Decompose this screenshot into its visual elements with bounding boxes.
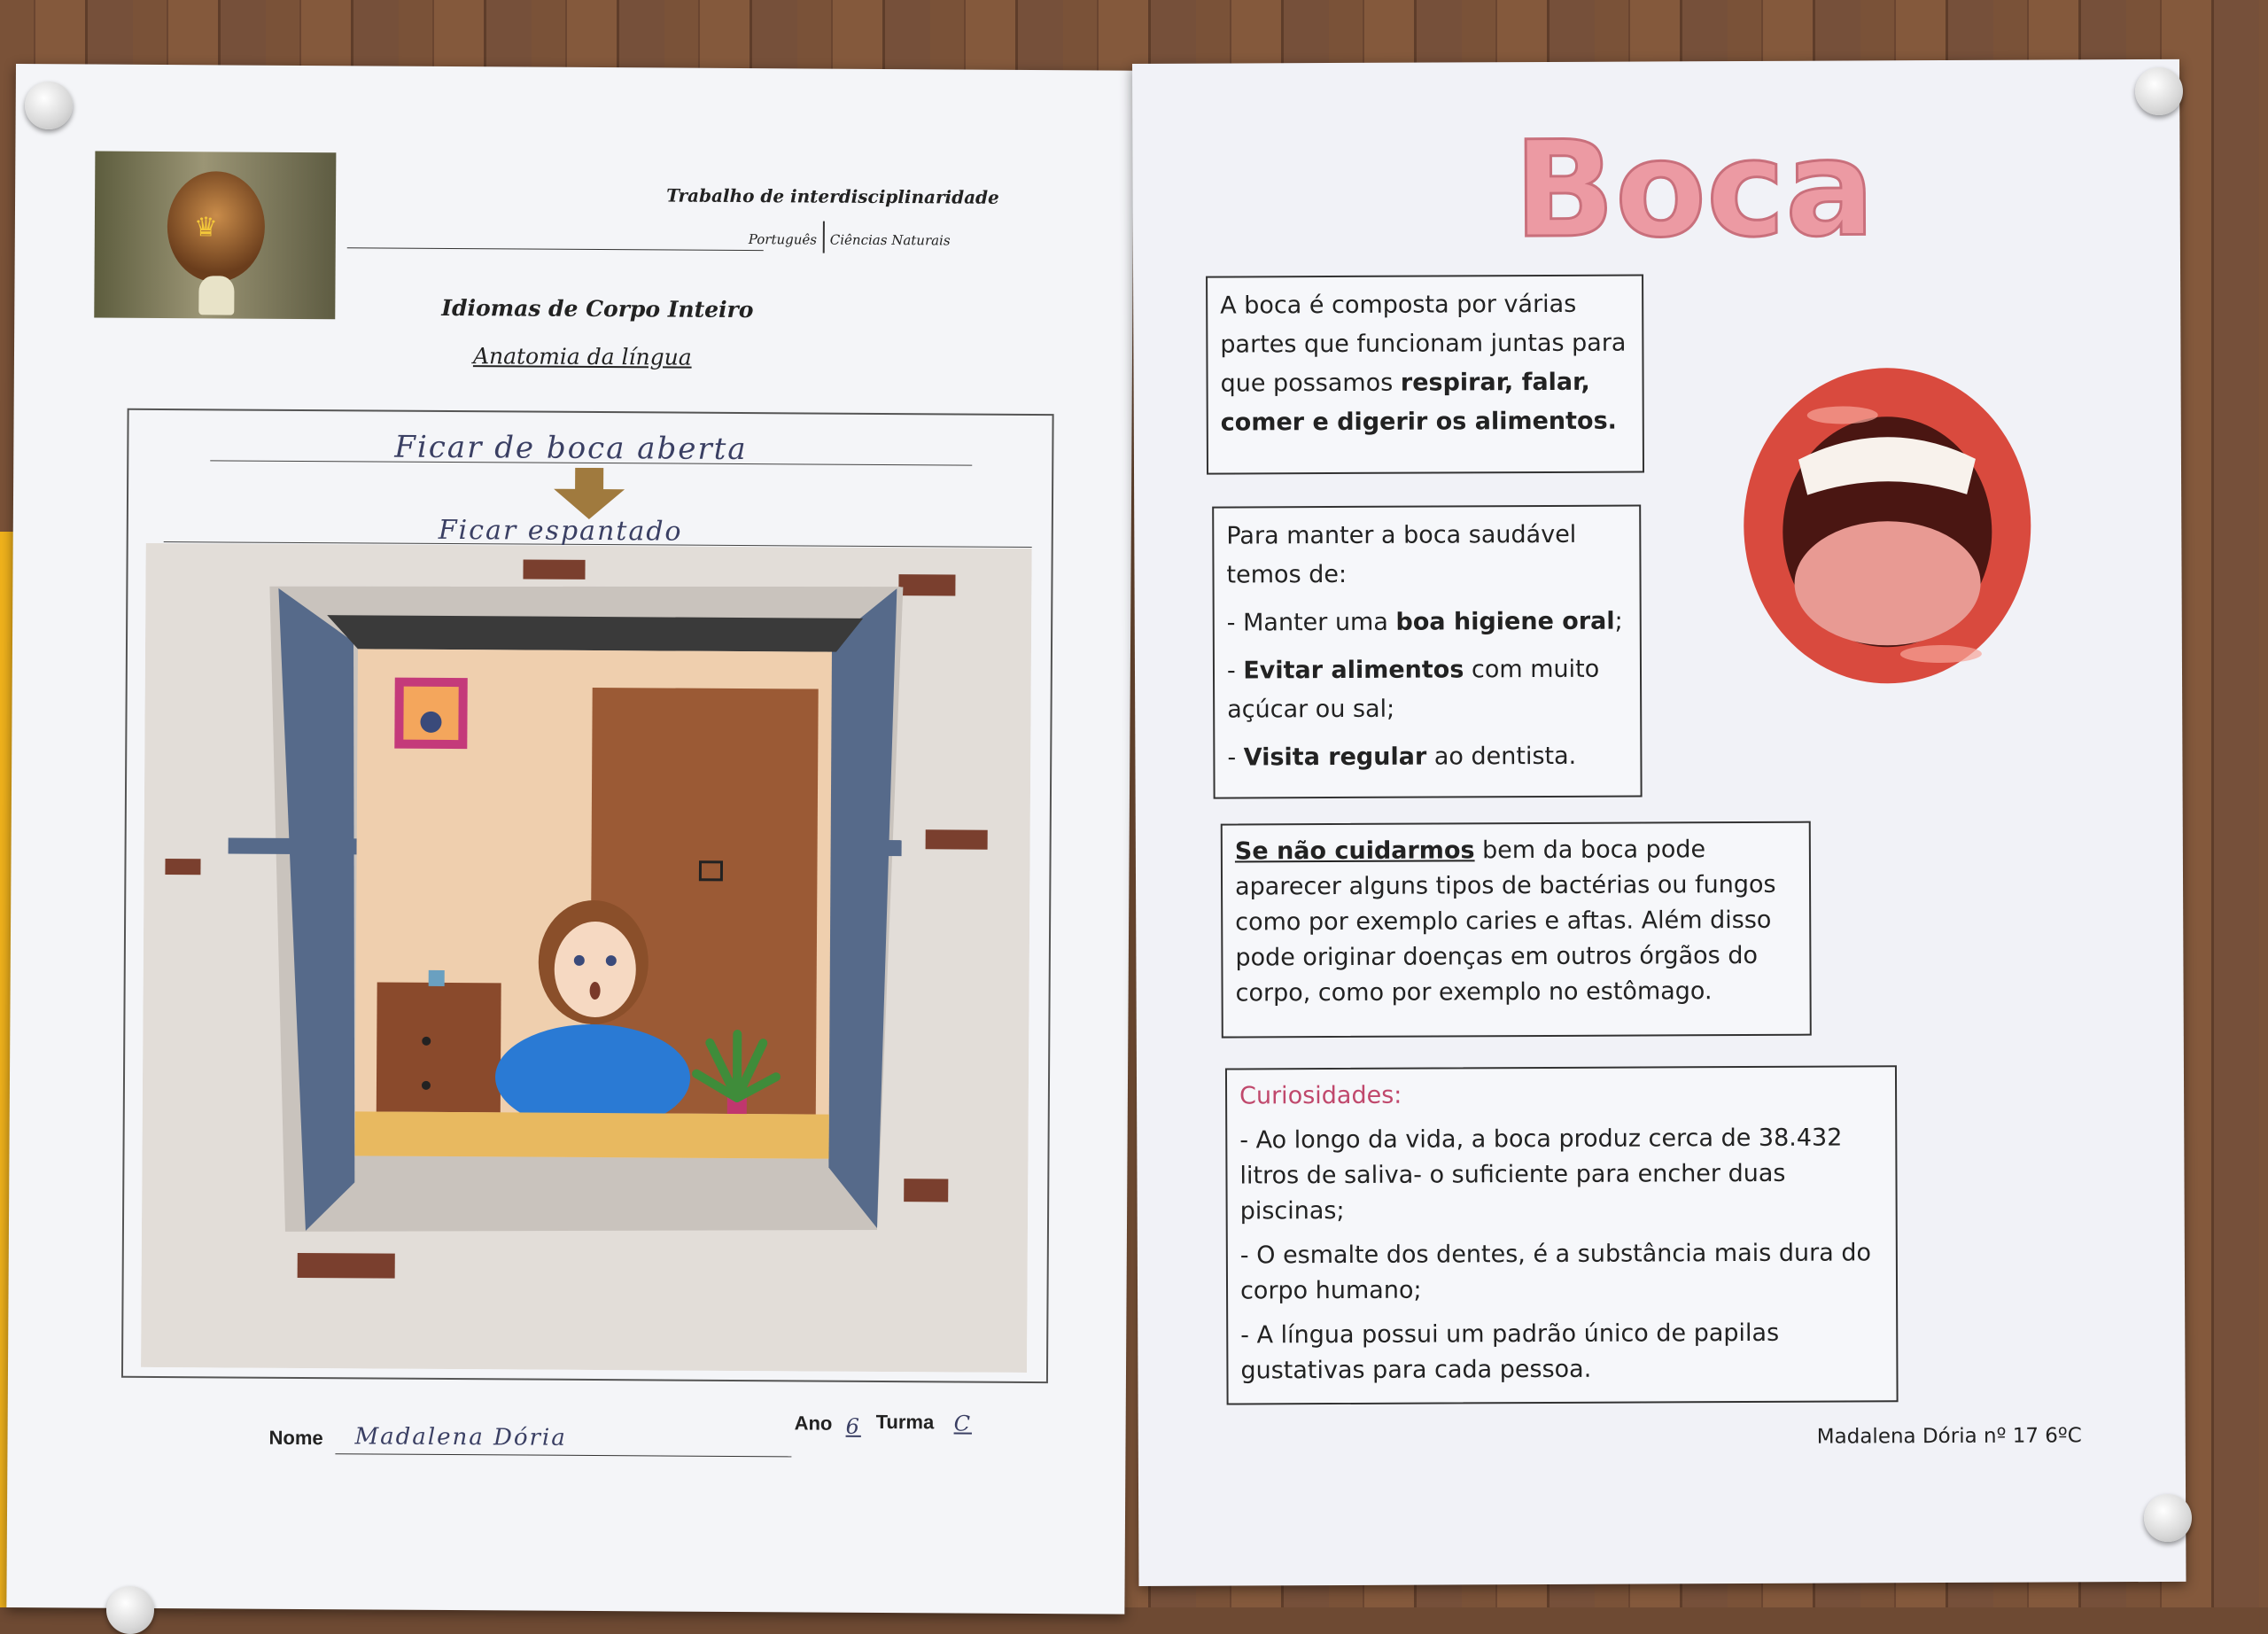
school-logo-image: ♛ xyxy=(94,152,336,320)
health-intro: Para manter a boca saudável temos de: xyxy=(1226,520,1577,589)
expression-handwritten: Ficar de boca aberta xyxy=(394,429,748,468)
pushpin xyxy=(106,1586,154,1634)
intro-bold-text: respirar, falar, comer e digerir os alimentos. xyxy=(1220,368,1617,437)
meaning-handwritten: Ficar espantado xyxy=(438,514,683,548)
worksheet-heading: Idiomas de Corpo Inteiro xyxy=(441,294,754,323)
worksheet-page xyxy=(6,64,1134,1615)
open-mouth-image xyxy=(1736,362,2039,690)
health-box xyxy=(1212,504,1642,798)
pushpin xyxy=(2135,67,2183,115)
girl-at-window-drawing xyxy=(141,543,1032,1373)
intro-box xyxy=(1206,274,1644,474)
worksheet-subheading: Anatomia da língua xyxy=(472,343,692,370)
curiosities-box xyxy=(1225,1065,1899,1404)
drawing-frame xyxy=(121,408,1054,1383)
poster-title: Boca xyxy=(1513,112,1876,268)
project-title: Trabalho de interdisciplinaridade xyxy=(666,184,999,208)
pushpin xyxy=(2144,1494,2192,1542)
name-line xyxy=(335,1453,791,1457)
name-label: Nome xyxy=(268,1426,323,1450)
curiosity-enamel: - O esmalte dos dentes, é a substância mais dura do corpo humano; xyxy=(1239,1239,1872,1305)
year-label: Ano xyxy=(794,1412,833,1435)
class-label: Turma xyxy=(875,1410,935,1434)
pushpin xyxy=(25,82,73,129)
author-signature: Madalena Dória nº 17 6ºC xyxy=(1816,1424,2082,1449)
header-rule xyxy=(347,247,764,251)
health-item-hygiene: - Manter uma boa higiene oral; xyxy=(1226,607,1623,637)
curiosity-tongue: - A língua possui um padrão único de papilas gustativas para cada pessoa. xyxy=(1240,1319,1780,1385)
down-arrow-icon xyxy=(554,468,625,521)
subject-science: Ciências Naturais xyxy=(829,231,951,249)
subject-divider xyxy=(823,222,825,253)
year-handwritten: 6 xyxy=(845,1413,861,1439)
curiosities-heading: Curiosidades: xyxy=(1239,1081,1402,1110)
health-item-dentist: - Visita regular ao dentista. xyxy=(1227,742,1577,772)
name-handwritten: Madalena Dória xyxy=(354,1423,567,1451)
health-item-food: - Evitar alimentos com muito açúcar ou sal; xyxy=(1226,655,1600,724)
intro-text: A boca é composta por várias partes que funcionam juntas para que possamos xyxy=(1220,290,1627,398)
care-bold-text: Se não cuidarmos xyxy=(1234,836,1475,866)
poster-page xyxy=(1132,59,2186,1586)
care-text: bem da boca pode aparecer alguns tipos de bactérias ou fungos como por exemplo caries e aftas. Além disso pode originar doenças em outros órgãos do corpo, como por exemplo no estômago. xyxy=(1234,836,1776,1008)
class-handwritten: C xyxy=(953,1411,973,1436)
care-box xyxy=(1221,821,1812,1039)
subject-portuguese: Português xyxy=(748,231,818,248)
curiosity-saliva: - Ao longo da vida, a boca produz cerca de 38.432 litros de saliva- o suficiente para encher duas piscinas; xyxy=(1239,1124,1843,1226)
